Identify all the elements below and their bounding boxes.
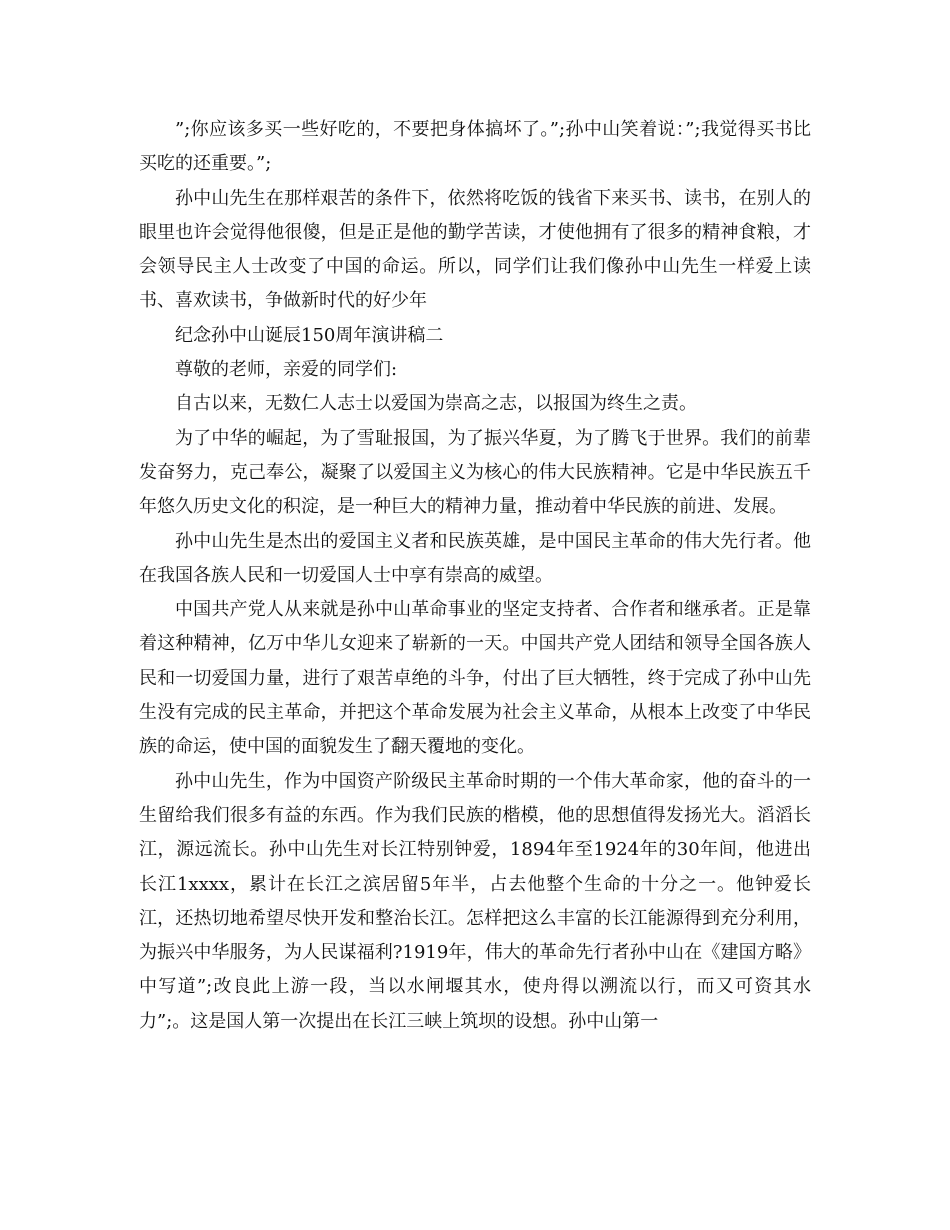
paragraph: 中国共产党人从来就是孙中山革命事业的坚定支持者、合作者和继承者。正是靠着这种精神，亿万中华儿女迎来了崭新的一天。中国共产党人团结和领导全国各族人民和一切爱国力量，进行了艰苦卓绝的斗争，付出了巨大牺牲，终于完成了孙中山先生没有完成的民主革命，并把这个革命发展为社会主义革命，从根本上改变了中华民族的命运，使中国的面貌发生了翻天覆地的变化。 [139, 599, 811, 758]
salutation: 尊敬的老师，亲爱的同学们: [175, 359, 398, 381]
paragraph: 孙中山先生在那样艰苦的条件下，依然将吃饭的钱省下来买书、读书，在别人的眼里也许会觉得他很傻，但是正是他的勤学苦读，才使他拥有了很多的精神食粮，才会领导民主人士改变了中国的命运。所以，同学们让我们像孙中山先生一样爱上读书、喜欢读书，争做新时代的好少年 [139, 187, 811, 312]
paragraph: 为了中华的崛起，为了雪耻报国，为了振兴华夏，为了腾飞于世界。我们的前辈发奋努力，克己奉公，凝聚了以爱国主义为核心的伟大民族精神。它是中华民族五千年悠久历史文化的积淀，是一种巨大的精神力量，推动着中华民族的前进、发展。 [139, 427, 811, 518]
section-heading: 纪念孙中山诞辰150周年演讲稿二 [175, 324, 444, 346]
paragraph: 孙中山先生，作为中国资产阶级民主革命时期的一个伟大革命家，他的奋斗的一生留给我们很多有益的东西。作为我们民族的楷模，他的思想值得发扬光大。滔滔长江，源远流长。孙中山先生对长江特别钟爱，1894年至1924年的30年间，他进出长江1xxxx，累计在长江之滨居留5年半，占去他整个生命的十分之一。他钟爱长江，还热切地希望尽快开发和整治长江。怎样把这么丰富的长江能源得到充分利用，为振兴中华服务，为人民谋福利?1919年，伟大的革命先行者孙中山在《建国方略》中写道”;改良此上游一段，当以水闸堰其水，使舟得以溯流以行，而又可资其水力”;。这是国人第一次提出在长江三峡上筑坝的设想。孙中山第一 [139, 770, 811, 1032]
paragraph: 孙中山先生是杰出的爱国主义者和民族英雄，是中国民主革命的伟大先行者。他在我国各族人民和一切爱国人士中享有崇高的威望。 [139, 530, 811, 586]
document-body [139, 113, 811, 1039]
paragraph: ”;你应该多买一些好吃的，不要把身体搞坏了。”;孙中山笑着说：”;我觉得买书比买吃的还重要。”; [139, 119, 811, 175]
paragraph: 自古以来，无数仁人志士以爱国为崇高之志，以报国为终生之责。 [175, 393, 697, 415]
